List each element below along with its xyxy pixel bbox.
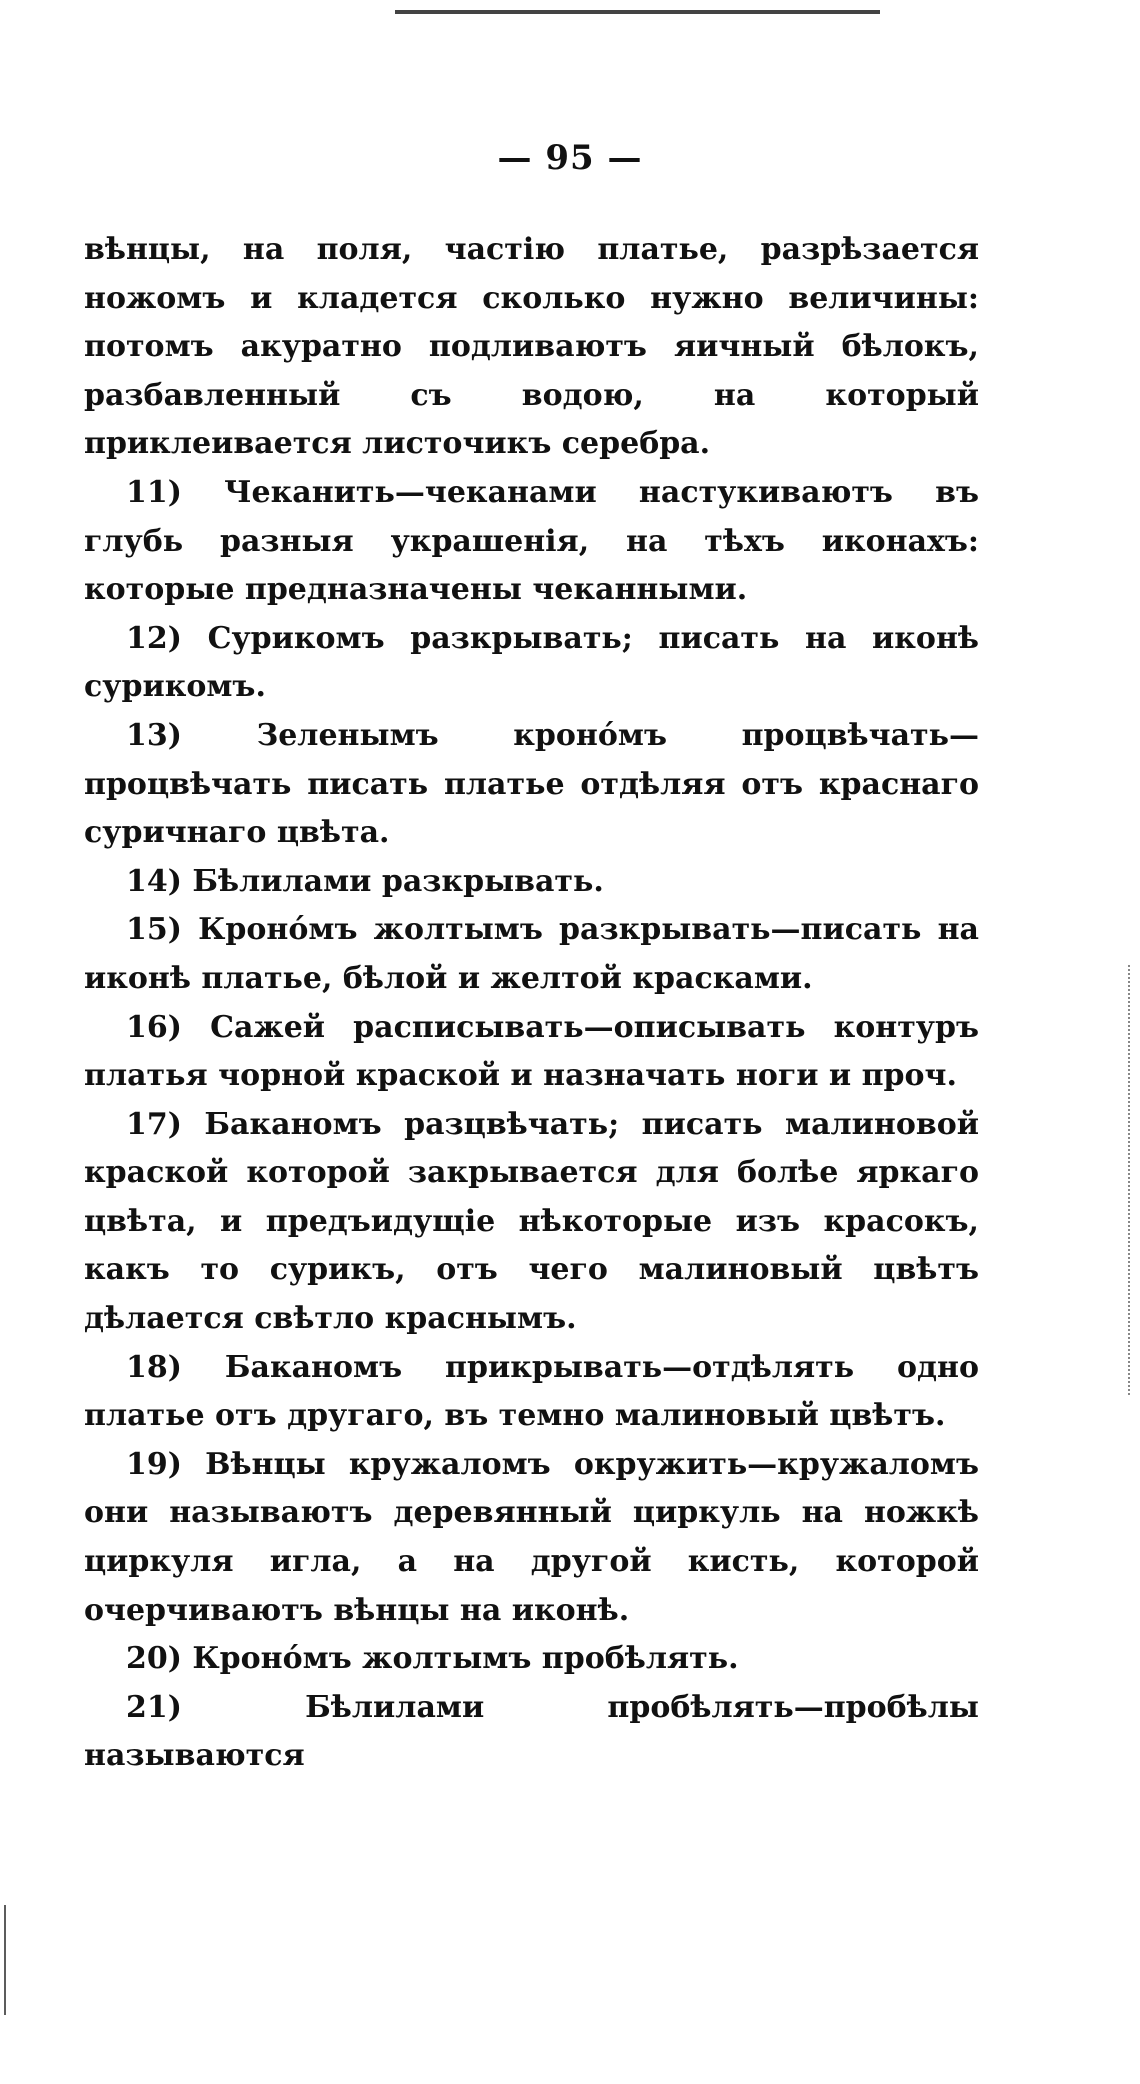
body-text (84, 226, 979, 1781)
list-item-16: 16) Сажей расписывать—описывать контуръ платья чорной краской и назначать ноги и проч. (84, 1009, 979, 1094)
list-item-13: 13) Зеленымъ кроно́мъ процвѣчать—процвѣчать писать платье отдѣляя отъ краснаго суричнаго цвѣта. (84, 717, 979, 851)
list-item-20: 20) Кроно́мъ жолтымъ пробѣлять. (126, 1641, 739, 1677)
list-item-12: 12) Сурикомъ разкрывать; писать на иконѣ сурикомъ. (84, 620, 979, 705)
paragraph-continuation: вѣнцы, на поля, частію платье, разрѣзается ножомъ и кладется сколько нужно величины: потомъ акуратно подливаютъ яичный бѣлокъ, разбавленный съ водою, на который приклеивается листочикъ серебра. (84, 232, 979, 462)
page-number: — 95 — (497, 138, 643, 178)
scan-edge-mark (4, 1905, 6, 2015)
list-item-17: 17) Баканомъ разцвѣчать; писать малиновой краской которой закрывается для болѣе яркаго цвѣта, и предъидущіе нѣкоторые изъ красокъ, какъ то сурикъ, отъ чего малиновый цвѣтъ дѣлается свѣтло краснымъ. (84, 1106, 979, 1337)
list-item-19: 19) Вѣнцы кружаломъ окружить—кружаломъ они называютъ деревянный циркуль на ножкѣ циркуля игла, а на другой кисть, которой очерчиваютъ вѣнцы на иконѣ. (84, 1446, 979, 1628)
scan-edge-dots (1124, 965, 1130, 1395)
list-item-15: 15) Кроно́мъ жолтымъ разкрывать—писать на иконѣ платье, бѣлой и желтой красками. (84, 912, 979, 996)
list-item-21: 21) Бѣлилами пробѣлять—пробѣлы называются (84, 1689, 979, 1774)
list-item-14: 14) Бѣлилами разкрывать. (126, 863, 604, 899)
top-rule-line (395, 0, 880, 14)
list-item-11: 11) Чеканить—чеканами настукиваютъ въ глубь разныя украшенія, на тѣхъ иконахъ: которые предназначены чеканными. (84, 474, 979, 608)
list-item-18: 18) Баканомъ прикрывать—отдѣлять одно платье отъ другаго, въ темно малиновый цвѣтъ. (84, 1349, 979, 1434)
